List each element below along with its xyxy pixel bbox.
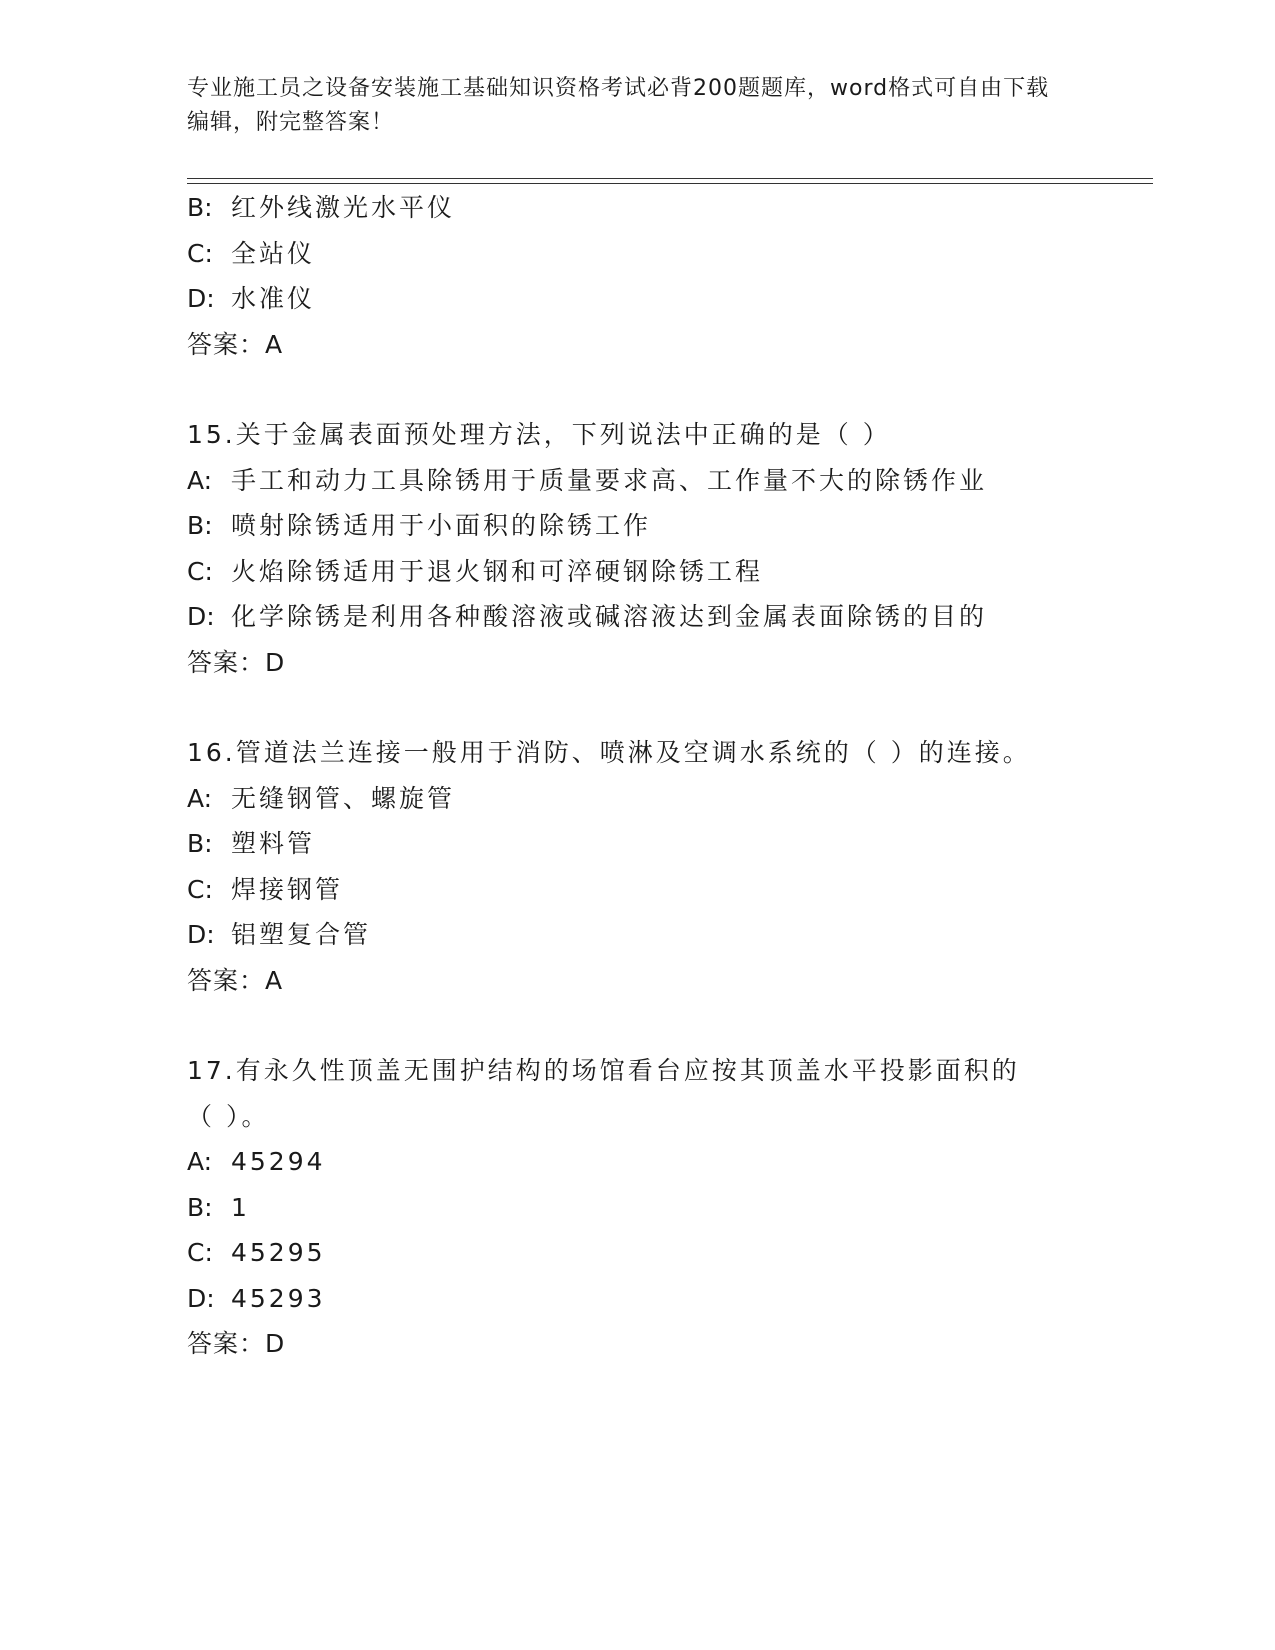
header-title: 专业施工员之设备安装施工基础知识资格考试必背200题题库，word格式可自由下载编辑，附完整答案！ bbox=[187, 76, 1050, 135]
option-text: 全站仪 bbox=[231, 238, 316, 268]
option-text: 45295 bbox=[231, 1238, 326, 1267]
option-label: D: bbox=[187, 602, 215, 631]
option-text: 45293 bbox=[231, 1283, 326, 1313]
option-label: B: bbox=[187, 511, 213, 540]
answer: 答案：A bbox=[187, 329, 284, 359]
question-stem: 16.管道法兰连接一般用于消防、喷淋及空调水系统的（ ）的连接。 bbox=[187, 738, 1031, 767]
option-text: 无缝钢管、螺旋管 bbox=[231, 783, 456, 813]
option-b bbox=[187, 185, 1087, 231]
option-a bbox=[187, 776, 1087, 822]
answer: 答案：D bbox=[187, 1329, 286, 1358]
option-c bbox=[187, 549, 1087, 595]
option-c bbox=[187, 1230, 1087, 1276]
option-label: C: bbox=[187, 874, 213, 904]
answer: 答案：D bbox=[187, 647, 286, 677]
spacer bbox=[187, 685, 1087, 730]
option-text: 化学除锈是利用各种酸溶液或碱溶液达到金属表面除锈的目的 bbox=[231, 602, 988, 631]
option-d bbox=[187, 276, 1087, 322]
option-label: A: bbox=[187, 465, 213, 495]
option-d bbox=[187, 594, 1087, 640]
option-c bbox=[187, 231, 1087, 277]
option-text: 45294 bbox=[231, 1147, 326, 1176]
option-c bbox=[187, 867, 1087, 913]
spacer bbox=[187, 1003, 1087, 1048]
option-d bbox=[187, 912, 1087, 958]
option-label: B: bbox=[187, 829, 213, 858]
option-text: 焊接钢管 bbox=[231, 874, 344, 904]
option-label: A: bbox=[187, 1147, 213, 1176]
option-b bbox=[187, 503, 1087, 549]
option-b bbox=[187, 821, 1087, 867]
option-label: D: bbox=[187, 1283, 215, 1313]
header-divider-bottom bbox=[187, 183, 1153, 184]
question-14-tail bbox=[187, 185, 1087, 367]
option-text: 铝塑复合管 bbox=[231, 920, 372, 949]
question-stem: 15.关于金属表面预处理方法，下列说法中正确的是（ ） bbox=[187, 420, 891, 449]
option-b bbox=[187, 1185, 1087, 1231]
option-label: C: bbox=[187, 238, 213, 268]
question-16 bbox=[187, 730, 1087, 1003]
option-a bbox=[187, 458, 1087, 504]
spacer bbox=[187, 367, 1087, 412]
header-divider-top bbox=[187, 178, 1153, 179]
question-15 bbox=[187, 412, 1087, 685]
option-label: D: bbox=[187, 920, 215, 949]
option-text: 水准仪 bbox=[231, 284, 316, 313]
document-header bbox=[187, 72, 1067, 140]
option-text: 喷射除锈适用于小面积的除锈工作 bbox=[231, 511, 652, 540]
option-d bbox=[187, 1276, 1087, 1322]
option-label: B: bbox=[187, 1192, 213, 1222]
option-a bbox=[187, 1139, 1087, 1185]
option-text: 1 bbox=[231, 1192, 250, 1222]
question-stem: 17.有永久性顶盖无围护结构的场馆看台应按其顶盖水平投影面积的（ ）。 bbox=[187, 1056, 1020, 1131]
answer: 答案：A bbox=[187, 965, 284, 995]
option-text: 塑料管 bbox=[231, 829, 316, 858]
option-label: B: bbox=[187, 193, 213, 222]
option-text: 手工和动力工具除锈用于质量要求高、工作量不大的除锈作业 bbox=[231, 465, 988, 495]
option-label: C: bbox=[187, 556, 213, 586]
option-label: C: bbox=[187, 1238, 213, 1267]
question-17 bbox=[187, 1048, 1087, 1367]
option-text: 火焰除锈适用于退火钢和可淬硬钢除锈工程 bbox=[231, 556, 764, 586]
option-text: 红外线激光水平仪 bbox=[231, 193, 456, 222]
option-label: D: bbox=[187, 284, 215, 313]
question-list bbox=[187, 185, 1087, 1367]
option-label: A: bbox=[187, 783, 213, 813]
